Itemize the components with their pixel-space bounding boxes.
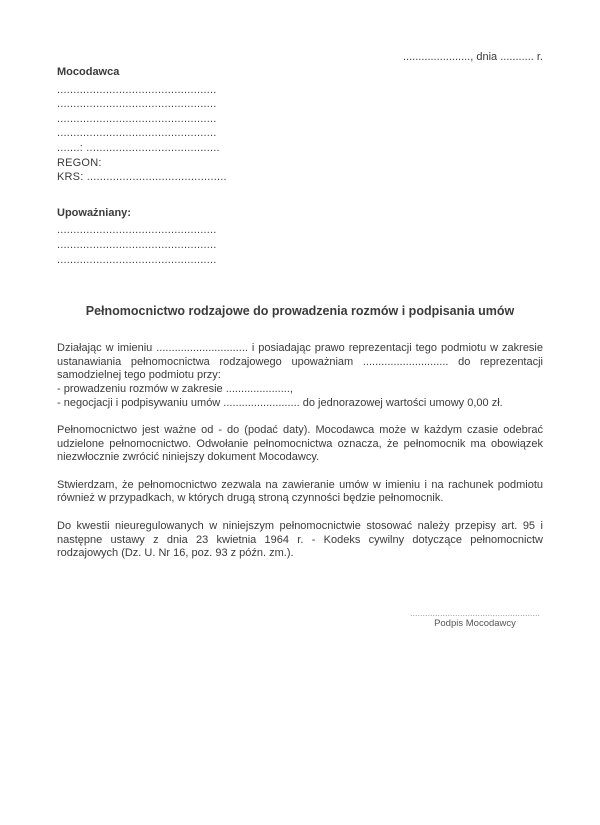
authorized-fill-line: .................................................: [57, 253, 217, 266]
list-item-talks: - prowadzeniu rozmów w zakresie .....................,: [57, 382, 293, 395]
principal-fill-line: .................................................: [57, 112, 217, 125]
signature-dotted-line: ....................................................: [409, 607, 541, 618]
signature-block: [407, 608, 543, 630]
paragraph-intro: Działając w imieniu .............................. i posiadając prawo reprezentacji tego podmiotu w zakresie ustanawiania pełnomocnictwa rodzajowego upoważniam ............................ do reprezentacji samodzielnej tego podmiotu przy:: [57, 342, 543, 382]
principal-label: Mocodawca: [57, 66, 120, 78]
regon-line: REGON:: [57, 156, 102, 169]
principal-fill-line: .................................................: [57, 83, 217, 96]
principal-section: [57, 65, 543, 185]
authorized-fill-line: .................................................: [57, 238, 217, 251]
principal-fill-line: .................................................: [57, 98, 217, 111]
paragraph-statement: Stwierdzam, że pełnomocnictwo zezwala na zawieranie umów w imieniu i na rachunek podmiotu również w przypadkach, w których drugą stroną czynności będzie pełnomocnik.: [57, 478, 543, 505]
authorized-fill-line: .................................................: [57, 224, 217, 237]
date-line: ......................, dnia ........... r.: [403, 51, 543, 63]
krs-line: KRS: ...........................................: [57, 171, 227, 184]
principal-fill-line: .......: .........................................: [57, 141, 220, 154]
signature-label: Podpis Mocodawcy: [434, 617, 516, 629]
authorized-section: [57, 206, 543, 267]
paragraph-validity: Pełnomocnictwo jest ważne od - do (podać daty). Mocodawca może w każdym czasie odebrać udzielone pełnomocnictwo. Odwołanie pełnomocnictwa oznacza, że pełnomocnik ma obowiązek niezwłocznie zwrócić niniejszy dokument Mocodawcy.: [57, 424, 543, 464]
paragraph-legal-basis: Do kwestii nieuregulowanych w niniejszym pełnomocnictwie stosować należy przepisy art. 95 i następne ustawy z dnia 23 kwietnia 1964 r. - Kodeks cywilny dotyczące pełnomocnictw rodzajowych (Dz. U. Nr 16, poz. 93 z późn. zm.).: [57, 520, 543, 560]
authorized-label: Upoważniany:: [57, 206, 131, 219]
principal-fill-line: .................................................: [57, 127, 217, 140]
document-title: Pełnomocnictwo rodzajowe do prowadzenia rozmów i podpisania umów: [85, 304, 515, 319]
list-item-contracts: - negocjacji i podpisywaniu umów ......................... do jednorazowej wartości umowy 0,00 zł.: [57, 396, 503, 409]
